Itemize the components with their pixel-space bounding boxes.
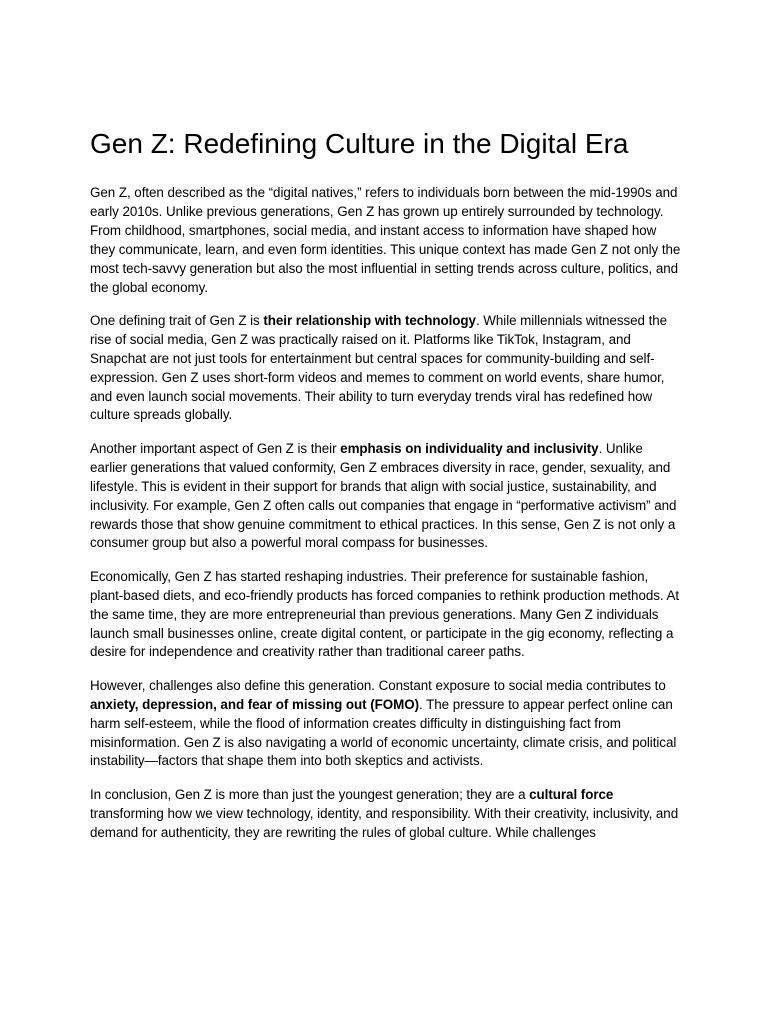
paragraph-text: However, challenges also define this generation. Constant exposure to social media contributes to <box>90 677 666 693</box>
paragraph-text: One defining trait of Gen Z is <box>90 312 264 328</box>
paragraph-technology <box>90 312 682 425</box>
paragraph-conclusion <box>90 786 682 843</box>
paragraph-economy <box>90 568 682 663</box>
paragraph-challenges <box>90 677 682 772</box>
paragraph-text: . The pressure to appear perfect online can harm self-esteem, while the flood of information creates difficulty in distinguishing fact from misinformation. Gen Z is also navigating a world of economic uncertainty, climate crisis, and political instability—factors that shape them into both skeptics and activists. <box>90 696 677 769</box>
paragraph-text: Gen Z, often described as the “digital natives,” refers to individuals born between the mid-1990s and early 2010s. Unlike previous generations, Gen Z has grown up entirely surrounded by technology. From childhood, smartphones, social media, and instant access to information have shaped how they communicate, learn, and even form identities. This unique context has made Gen Z not only the most tech-savvy generation but also the most influential in setting trends across culture, politics, and the global economy. <box>90 185 681 295</box>
paragraph-text: transforming how we view technology, identity, and responsibility. With their creativity, inclusivity, and demand for authenticity, they are rewriting the rules of global culture. While challenges <box>90 805 679 840</box>
bold-emphasis: cultural force <box>529 786 614 802</box>
paragraph-text: Another important aspect of Gen Z is their <box>90 440 341 456</box>
paragraph-text: Economically, Gen Z has started reshaping industries. Their preference for sustainable fashion, plant-based diets, and eco-friendly products has forced companies to rethink production methods. At the same time, they are more entrepreneurial than previous generations. Many Gen Z individuals launch small businesses online, create digital content, or participate in the gig economy, reflecting a desire for independence and creativity rather than traditional career paths. <box>90 568 680 660</box>
bold-emphasis: anxiety, depression, and fear of missing out (FOMO) <box>90 696 420 712</box>
paragraph-text: . Unlike earlier generations that valued conformity, Gen Z embraces diversity in race, gender, sexuality, and lifestyle. This is evident in their support for brands that align with social justice, sustainability, and inclusivity. For example, Gen Z often calls out companies that engage in “performative activism” and rewards those that show genuine commitment to ethical practices. In this sense, Gen Z is not only a consumer group but also a powerful moral compass for businesses. <box>90 440 677 551</box>
paragraph-intro <box>90 184 682 297</box>
document-page <box>90 124 682 857</box>
paragraph-inclusivity <box>90 440 682 553</box>
document-title: Gen Z: Redefining Culture in the Digital Era <box>90 128 629 159</box>
bold-emphasis: their relationship with technology <box>263 312 476 328</box>
bold-emphasis: emphasis on individuality and inclusivity <box>340 440 599 456</box>
paragraph-text: In conclusion, Gen Z is more than just the youngest generation; they are a <box>90 786 530 802</box>
paragraph-text: . While millennials witnessed the rise of social media, Gen Z was practically raised on it. Platforms like TikTok, Instagram, and Snapchat are not just tools for entertainment but central spaces for community-building and self-expression. Gen Z uses short-form videos and memes to comment on world events, share humor, and even launch social movements. Their ability to turn everyday trends viral has redefined how culture spreads globally. <box>90 312 668 423</box>
